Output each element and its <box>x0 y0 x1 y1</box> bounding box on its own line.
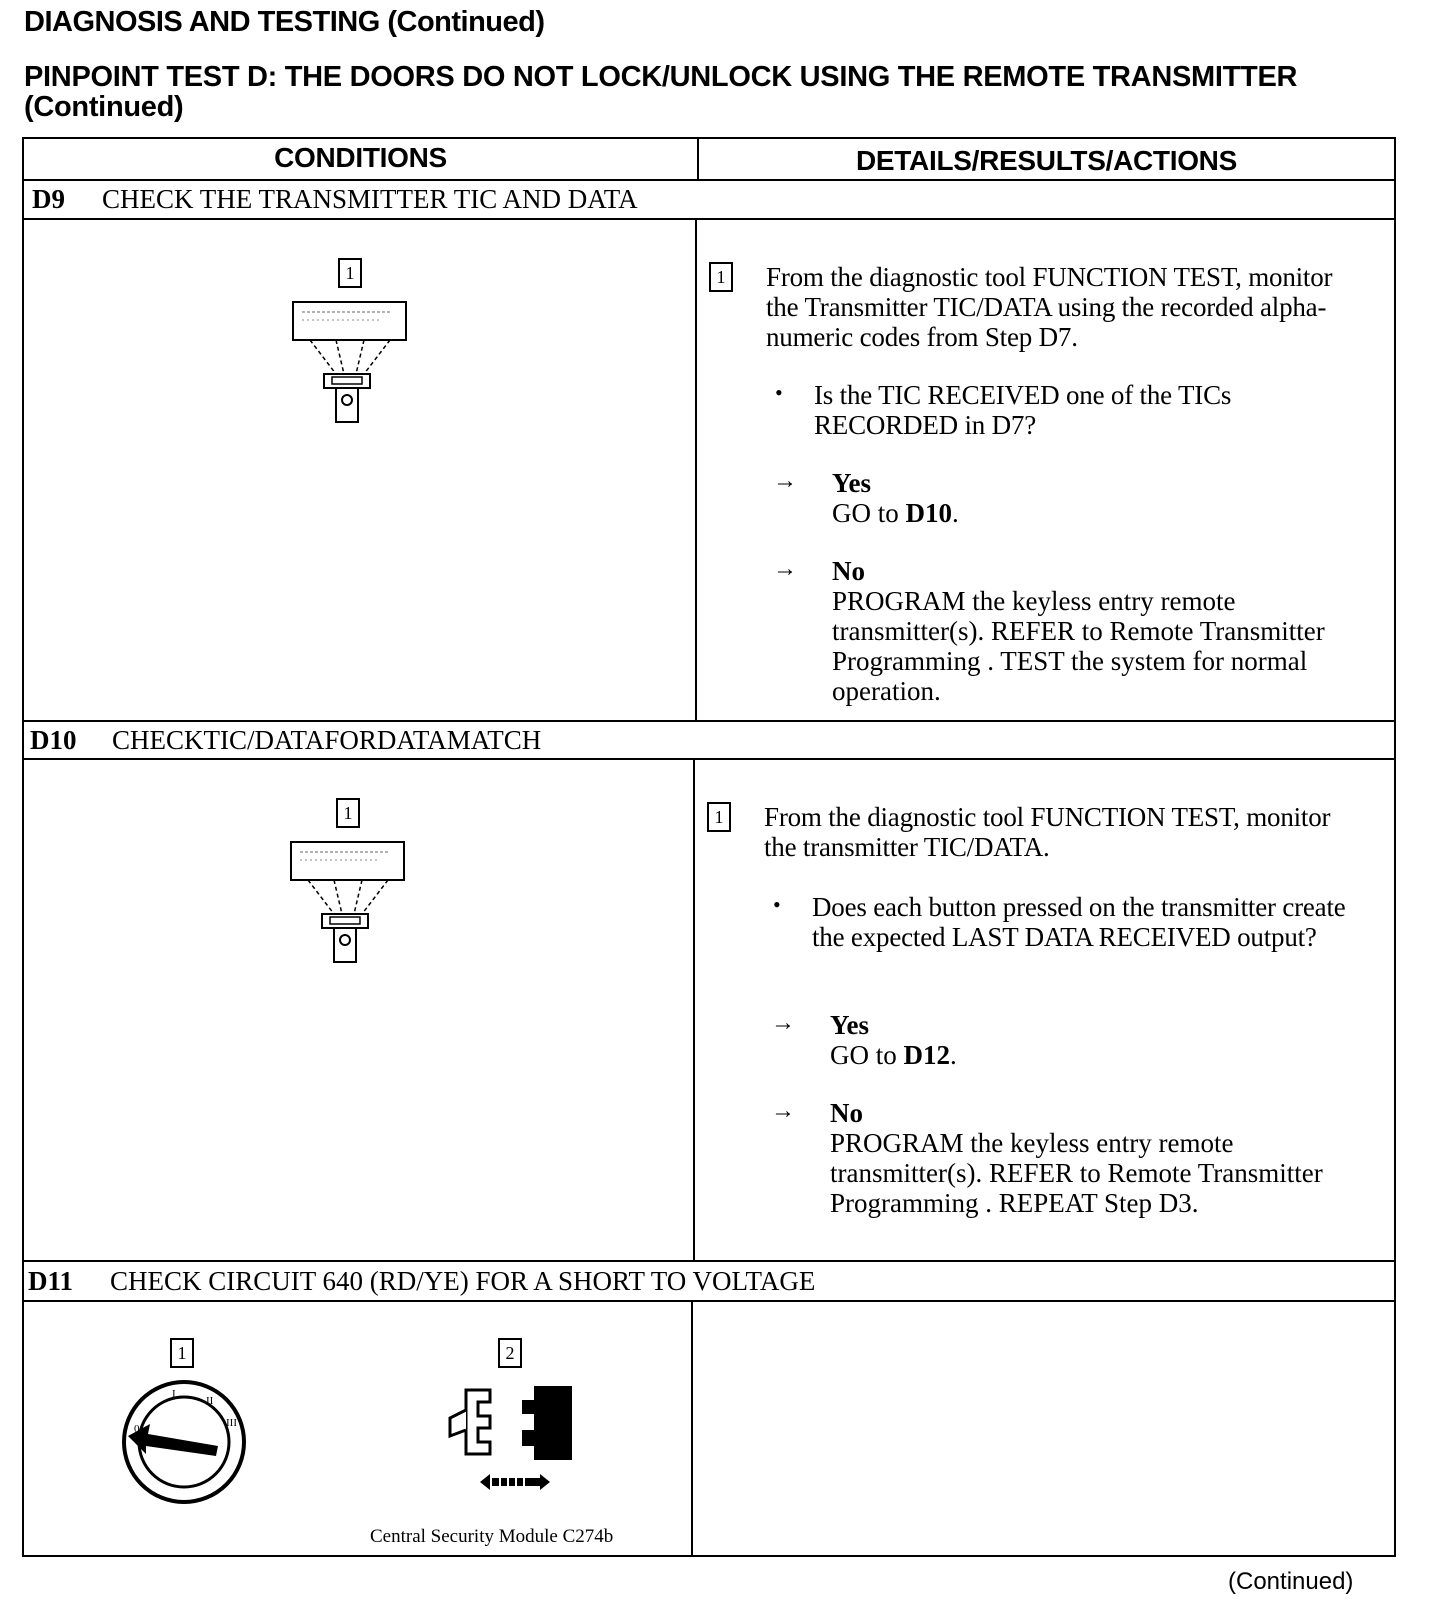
callout-number: 1 <box>707 802 731 832</box>
question-text: Is the TIC RECEIVED one of the TICs RECORDED in D7? <box>814 380 1232 440</box>
step-heading-d10 <box>30 722 541 758</box>
callout-number: 1 <box>338 258 362 288</box>
ignition-label: I <box>172 1388 176 1400</box>
step-id: D10 <box>30 725 77 755</box>
step-title: CHECKTIC/DATAFORDATAMATCH <box>112 725 542 755</box>
figure-caption: Central Security Module C274b <box>370 1526 614 1547</box>
yes-label: Yes <box>832 468 871 498</box>
arrow-icon: → <box>771 1098 795 1124</box>
no-action: PROGRAM the keyless entry remote transmitter(s). REFER to Remote Transmitter Programming . REPEAT Step D3. <box>830 1128 1323 1218</box>
yes-branch <box>830 1010 1370 1070</box>
yes-action-suffix: . <box>950 1040 957 1070</box>
callout-number: 1 <box>336 798 360 828</box>
pinpoint-title-line2: (Continued) <box>24 91 184 123</box>
yes-action-suffix: . <box>952 498 959 528</box>
diagnostic-tool-icon <box>290 296 410 432</box>
column-divider <box>695 218 697 720</box>
callout-number: 1 <box>170 1338 194 1368</box>
arrow-icon: → <box>773 556 797 582</box>
column-header-conditions: CONDITIONS <box>274 142 447 173</box>
diagnostic-tool-icon <box>288 836 408 972</box>
step-title: CHECK THE TRANSMITTER TIC AND DATA <box>102 184 638 214</box>
callout-number: 1 <box>709 262 733 292</box>
pinpoint-test-title <box>24 62 1414 122</box>
pinpoint-title-line1: PINPOINT TEST D: THE DOORS DO NOT LOCK/UNLOCK USING THE REMOTE TRANSMITTER <box>24 61 1298 93</box>
step-heading-line <box>22 218 1396 220</box>
no-label: No <box>830 1098 863 1128</box>
yes-action-prefix: GO to <box>830 1040 904 1070</box>
column-header-details: DETAILS/RESULTS/ACTIONS <box>856 145 1237 176</box>
yes-branch <box>832 468 1372 528</box>
yes-label: Yes <box>830 1010 869 1040</box>
continued-footer: (Continued) <box>1228 1568 1354 1595</box>
step-heading-d11 <box>28 1262 815 1300</box>
ignition-label: III <box>226 1417 237 1429</box>
no-action: PROGRAM the keyless entry remote transmitter(s). REFER to Remote Transmitter Programming . TEST the system for normal operation. <box>832 586 1325 706</box>
instruction-text: From the diagnostic tool FUNCTION TEST, monitor the Transmitter TIC/DATA using the recorded alpha-numeric codes from Step D7. <box>766 262 1333 352</box>
step-heading-line <box>22 1300 1396 1302</box>
page-title: DIAGNOSIS AND TESTING (Continued) <box>24 6 545 38</box>
bullet: • <box>775 380 783 405</box>
column-divider <box>693 758 695 1260</box>
arrow-icon: → <box>771 1010 795 1036</box>
yes-target-step: D10 <box>905 498 952 528</box>
step-heading-line <box>22 758 1396 760</box>
no-branch <box>830 1098 1390 1218</box>
connector-disconnect-icon <box>446 1380 578 1500</box>
ignition-label: 0 <box>134 1423 140 1435</box>
step-id: D11 <box>28 1266 74 1296</box>
ignition-switch-icon <box>120 1376 250 1506</box>
yes-target-step: D12 <box>903 1040 950 1070</box>
no-label: No <box>832 556 865 586</box>
no-branch <box>832 556 1392 706</box>
ignition-label: II <box>206 1395 214 1407</box>
instruction-text: From the diagnostic tool FUNCTION TEST, monitor the transmitter TIC/DATA. <box>764 802 1331 862</box>
arrow-icon: → <box>773 468 797 494</box>
step-title: CHECK CIRCUIT 640 (RD/YE) FOR A SHORT TO VOLTAGE <box>110 1266 816 1296</box>
step-id: D9 <box>32 184 65 214</box>
yes-action-prefix: GO to <box>832 498 906 528</box>
question-text: Does each button pressed on the transmitter create the expected LAST DATA RECEIVED output? <box>812 892 1346 952</box>
bullet: • <box>773 892 781 917</box>
column-divider <box>691 1300 693 1557</box>
step-heading-d9 <box>32 182 638 216</box>
callout-number: 2 <box>498 1338 522 1368</box>
